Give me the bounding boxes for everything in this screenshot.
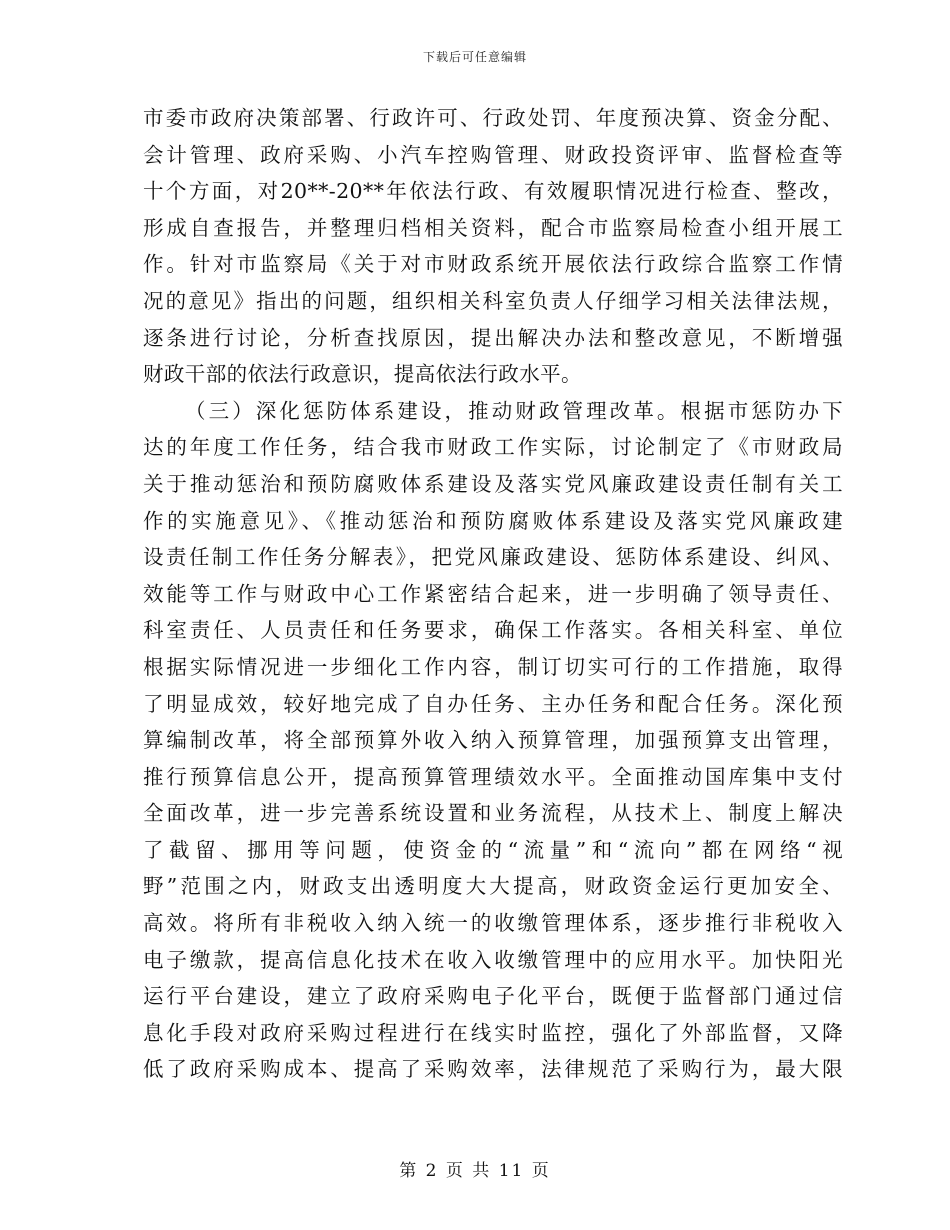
page-header-note: 下载后可任意编辑 [422,50,527,64]
text-line: 推行预算信息公开，提高预算管理绩效水平。全面推动国库集中支付 [143,764,843,789]
text-line: 野”范围之内，财政支出透明度大大提高，财政资金运行更加安全、 [143,874,843,899]
text-line: 作的实施意见》、《推动惩治和预防腐败体系建设及落实党风廉政建 [143,508,843,533]
text-line: 作。针对市监察局《关于对市财政系统开展依法行政综合监察工作情 [143,252,843,277]
text-line: 算编制改革，将全部预算外收入纳入预算管理，加强预算支出管理， [143,728,843,753]
text-line: 电子缴款，提高信息化技术在收入收缴管理中的应用水平。加快阳光 [143,947,843,972]
text-line: 形成自查报告，并整理归档相关资料，配合市监察局检查小组开展工 [143,215,843,240]
text-line: 科室责任、人员责任和任务要求，确保工作落实。各相关科室、单位 [143,618,843,643]
text-line: 会计管理、政府采购、小汽车控购管理、财政投资评审、监督检查等 [143,142,843,167]
section-heading-line: （三）深化惩防体系建设，推动财政管理改革。根据市惩防办下 [185,398,843,423]
text-line: 关于推动惩治和预防腐败体系建设及落实党风廉政建设责任制有关工 [143,471,843,496]
text-line: 低了政府采购成本、提高了采购效率，法律规范了采购行为，最大限 [143,1057,843,1082]
text-line: 了截留、挪用等问题，使资金的“流量”和“流向”都在网络“视 [143,837,843,862]
text-line: 根据实际情况进一步细化工作内容，制订切实可行的工作措施，取得 [143,654,843,679]
text-line: 财政干部的依法行政意识，提高依法行政水平。 [143,362,582,387]
text-line: 十个方面，对20**-20**年依法行政、有效履职情况进行检查、整改， [143,179,843,204]
text-line: 逐条进行讨论，分析查找原因，提出解决办法和整改意见，不断增强 [143,325,843,350]
text-line: 设责任制工作任务分解表》，把党风廉政建设、惩防体系建设、纠风、 [143,545,843,570]
page-number-footer: 第 2 页 共 11 页 [399,1161,551,1181]
text-line: 高效。将所有非税收入纳入统一的收缴管理体系，逐步推行非税收入 [143,911,843,936]
text-line: 息化手段对政府采购过程进行在线实时监控，强化了外部监督，又降 [143,1020,843,1045]
text-line: 了明显成效，较好地完成了自办任务、主办任务和配合任务。深化预 [143,691,843,716]
text-line: 市委市政府决策部署、行政许可、行政处罚、年度预决算、资金分配、 [143,106,843,130]
text-line: 况的意见》指出的问题，组织相关科室负责人仔细学习相关法律法规， [143,288,843,313]
text-line: 效能等工作与财政中心工作紧密结合起来，进一步明确了领导责任、 [143,581,843,606]
text-line: 全面改革，进一步完善系统设置和业务流程，从技术上、制度上解决 [143,801,843,826]
text-line: 运行平台建设，建立了政府采购电子化平台，既便于监督部门通过信 [143,984,843,1009]
text-line: 达的年度工作任务，结合我市财政工作实际，讨论制定了《市财政局 [143,435,843,460]
document-body [143,100,843,1088]
